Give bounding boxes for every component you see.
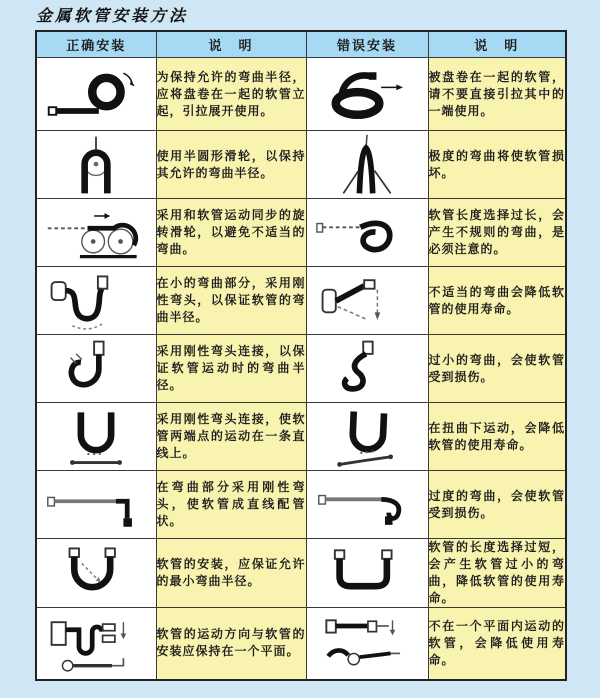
- table-row: [36, 335, 566, 403]
- header-description-wrong: 说 明: [428, 31, 566, 58]
- page-title: 金属软管安装方法: [36, 6, 189, 25]
- correct-image-cell: [36, 539, 156, 608]
- table-row: [36, 608, 566, 680]
- correct-image-cell: [36, 335, 156, 403]
- straight-pipe-elbow-icon: [44, 474, 148, 536]
- pulled-coil-icon: [315, 63, 419, 125]
- wrong-description: 不适当的弯曲会降低软管的使用寿命。: [428, 267, 566, 335]
- correct-description: 在小的弯曲部分，采用刚性弯头，以保证软管的弯曲半径。: [156, 267, 306, 335]
- correct-description: 为保持允许的弯曲半径，应将盘卷在一起的软管立起，引拉展开使用。: [156, 58, 306, 131]
- wrong-description: 过小的弯曲，会使软管受到损伤。: [428, 335, 566, 403]
- wrong-description: 不在一个平面内运动的软管，会降低使用寿命。: [428, 608, 566, 680]
- header-correct-install: 正确安装: [36, 31, 156, 58]
- inline-endpoints-u-icon: [44, 406, 148, 468]
- wrong-image-cell: [306, 58, 428, 131]
- table-row: [36, 199, 566, 267]
- correct-description: 采用刚性弯头连接，以保证软管运动时的弯曲半径。: [156, 335, 306, 403]
- wrong-image-cell: [306, 131, 428, 199]
- header-row: [36, 31, 566, 58]
- header-wrong-install: 错误安装: [306, 31, 428, 58]
- table-row: [36, 403, 566, 471]
- wrong-image-cell: [306, 199, 428, 267]
- single-plane-motion-icon: [44, 610, 148, 676]
- rigid-elbow-connection-icon: [44, 338, 148, 400]
- wrong-image-cell: [306, 403, 428, 471]
- correct-image-cell: [36, 131, 156, 199]
- over-bend-hook-icon: [315, 474, 419, 536]
- wrong-description: 被盘卷在一起的软管，请不要直接引拉其中的一端使用。: [428, 58, 566, 131]
- sync-rotating-pulley-icon: [44, 202, 148, 264]
- semicircular-pulley-icon: [44, 134, 148, 196]
- correct-description: 采用刚性弯头连接，使软管两端点的运动在一条直线上。: [156, 403, 306, 471]
- correct-image-cell: [36, 267, 156, 335]
- header-description-correct: 说 明: [156, 31, 306, 58]
- short-length-flat-u-icon: [315, 542, 419, 604]
- excess-length-loop-icon: [315, 202, 419, 264]
- table-row: [36, 539, 566, 608]
- wrong-image-cell: [306, 539, 428, 608]
- standing-coil-icon: [44, 63, 148, 125]
- twisted-motion-u-icon: [315, 406, 419, 468]
- correct-description: 使用半圆形滑轮，以保持其允许的弯曲半径。: [156, 131, 306, 199]
- correct-description: 软管的运动方向与软管的安装应保持在一个平面。: [156, 608, 306, 680]
- correct-image-cell: [36, 403, 156, 471]
- too-small-bend-icon: [315, 338, 419, 400]
- wrong-description: 过度的弯曲，会使软管受到损伤。: [428, 471, 566, 539]
- extreme-bend-icon: [315, 134, 419, 196]
- wrong-image-cell: [306, 267, 428, 335]
- correct-image-cell: [36, 471, 156, 539]
- table-row: [36, 471, 566, 539]
- improper-bend-icon: [315, 270, 419, 332]
- table-row: [36, 131, 566, 199]
- min-bend-radius-u-icon: [44, 542, 148, 604]
- wrong-image-cell: [306, 335, 428, 403]
- out-of-plane-motion-icon: [315, 610, 419, 676]
- correct-description: 软管的安装，应保证允许的最小弯曲半径。: [156, 539, 306, 608]
- rigid-elbow-small-bend-icon: [44, 270, 148, 332]
- correct-image-cell: [36, 199, 156, 267]
- table-row: [36, 267, 566, 335]
- wrong-description: 软管的长度选择过短，会产生软管过小的弯曲，降低软管的使用寿命。: [428, 539, 566, 608]
- wrong-image-cell: [306, 471, 428, 539]
- wrong-description: 极度的弯曲将使软管损坏。: [428, 131, 566, 199]
- correct-description: 在弯曲部分采用刚性弯头，使软管成直线配管状。: [156, 471, 306, 539]
- table-row: [36, 58, 566, 131]
- wrong-description: 软管长度选择过长，会产生不规则的弯曲，是必须注意的。: [428, 199, 566, 267]
- wrong-description: 在扭曲下运动，会降低软管的使用寿命。: [428, 403, 566, 471]
- correct-image-cell: [36, 608, 156, 680]
- correct-description: 采用和软管运动同步的旋转滑轮，以避免不适当的弯曲。: [156, 199, 306, 267]
- correct-image-cell: [36, 58, 156, 131]
- installation-table: [35, 30, 567, 681]
- wrong-image-cell: [306, 608, 428, 680]
